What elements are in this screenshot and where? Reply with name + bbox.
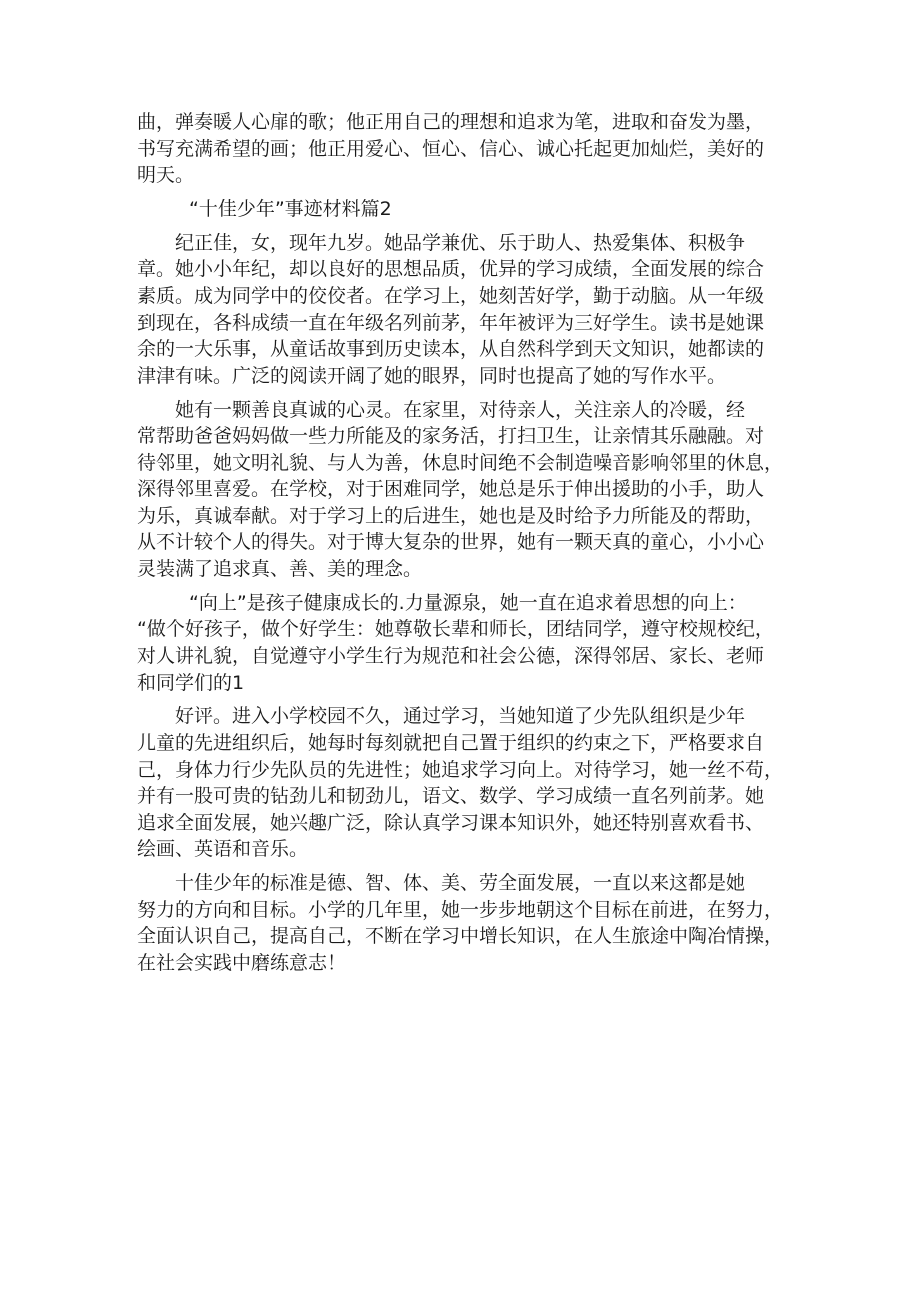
text-line: 十佳少年的标准是德、智、体、美、劳全面发展，一直以来这都是她: [175, 872, 746, 895]
paragraph-continuation: [137, 109, 787, 189]
text-line: 待邻里，她文明礼貌、与人为善，休息时间绝不会制造噪音影响邻里的休息，: [137, 451, 784, 474]
text-line: 儿童的先进组织后，她每时每刻就把自己置于组织的约束之下，严格要求自: [137, 732, 765, 754]
section-heading: [137, 196, 787, 223]
text-line: 明天。: [137, 164, 195, 187]
paragraph-upward: [137, 590, 787, 696]
text-line: 好评。进入小学校园不久，通过学习，当她知道了少先队组织是少年: [175, 705, 746, 728]
text-line: 在社会实践中磨练意志！: [137, 951, 347, 974]
text-line: 章。她小小年纪，却以良好的思想品质，优异的学习成绩，全面发展的综合: [137, 258, 765, 281]
text-line: 绘画、英语和音乐。: [137, 838, 309, 861]
text-line: 素质。成为同学中的佼佼者。在学习上，她刻苦好学，勤于动脑。从一年级: [137, 284, 765, 307]
text-line: 常帮助爸爸妈妈做一些力所能及的家务活，打扫卫生，让亲情其乐融融。对: [137, 425, 765, 448]
text-line: “向上”是孩子健康成长的.力量源泉，她一直在追求着思想的向上：: [189, 591, 747, 614]
paragraph-intro: [137, 230, 787, 390]
text-line: 从不计较个人的得失。对于博大复杂的世界，她有一颗天真的童心，小小心: [137, 531, 765, 554]
text-line: 纪正佳，女，现年九岁。她品学兼优、乐于助人、热爱集体、积极争: [175, 231, 746, 254]
text-line: 对人讲礼貌，自觉遵守小学生行为规范和社会公德，深得邻居、家长、老师: [137, 645, 765, 668]
paragraph-praise: [137, 703, 787, 863]
text-line: 为乐，真诚奉献。对于学习上的后进生，她也是及时给予力所能及的帮助，: [137, 504, 765, 527]
text-line: 灵装满了追求真、善、美的理念。: [137, 558, 423, 581]
paragraph-standard: [137, 870, 787, 976]
text-line: 努力的方向和目标。小学的几年里，她一步步地朝这个目标在前进，在努力，: [137, 898, 784, 921]
text-line: 曲，弹奏暖人心扉的歌；他正用自己的理想和追求为笔，进取和奋发为墨，: [137, 111, 765, 133]
text-line: 深得邻里喜爱。在学校，对于困难同学，她总是乐于伸出援助的小手，助人: [137, 478, 765, 501]
text-line: 己，身体力行少先队员的先进性；她追求学习向上。对待学习，她一丝不苟，: [137, 758, 784, 781]
text-line: 和同学们的1: [137, 671, 245, 694]
text-line: 余的一大乐事，从童话故事到历史读本，从自然科学到天文知识，她都读的: [137, 338, 765, 361]
text-line: 津津有味。广泛的阅读开阔了她的眼界，同时也提高了她的写作水平。: [137, 364, 727, 387]
heading-line: “十佳少年”事迹材料篇2: [189, 197, 392, 220]
text-line: 她有一颗善良真诚的心灵。在家里，对待亲人，关注亲人的冷暖，经: [175, 398, 746, 421]
text-line: 书写充满希望的画；他正用爱心、恒心、信心、诚心托起更加灿烂，美好的: [137, 137, 765, 160]
text-line: 全面认识自己，提高自己，不断在学习中增长知识，在人生旅途中陶冶情操，: [137, 925, 784, 948]
text-line: 追求全面发展，她兴趣广泛，除认真学习课本知识外，她还特别喜欢看书、: [137, 811, 765, 834]
text-line: 并有一股可贵的钻劲儿和韧劲儿，语文、数学、学习成绩一直名列前茅。她: [137, 785, 765, 808]
text-line: 到现在，各科成绩一直在年级名列前茅，年年被评为三好学生。读书是她课: [137, 311, 765, 334]
text-line: “做个好孩子，做个好学生：她尊敬长辈和师长，团结同学，遵守校规校纪，: [137, 618, 774, 641]
paragraph-kindness: [137, 397, 787, 583]
document-page: [137, 109, 787, 984]
